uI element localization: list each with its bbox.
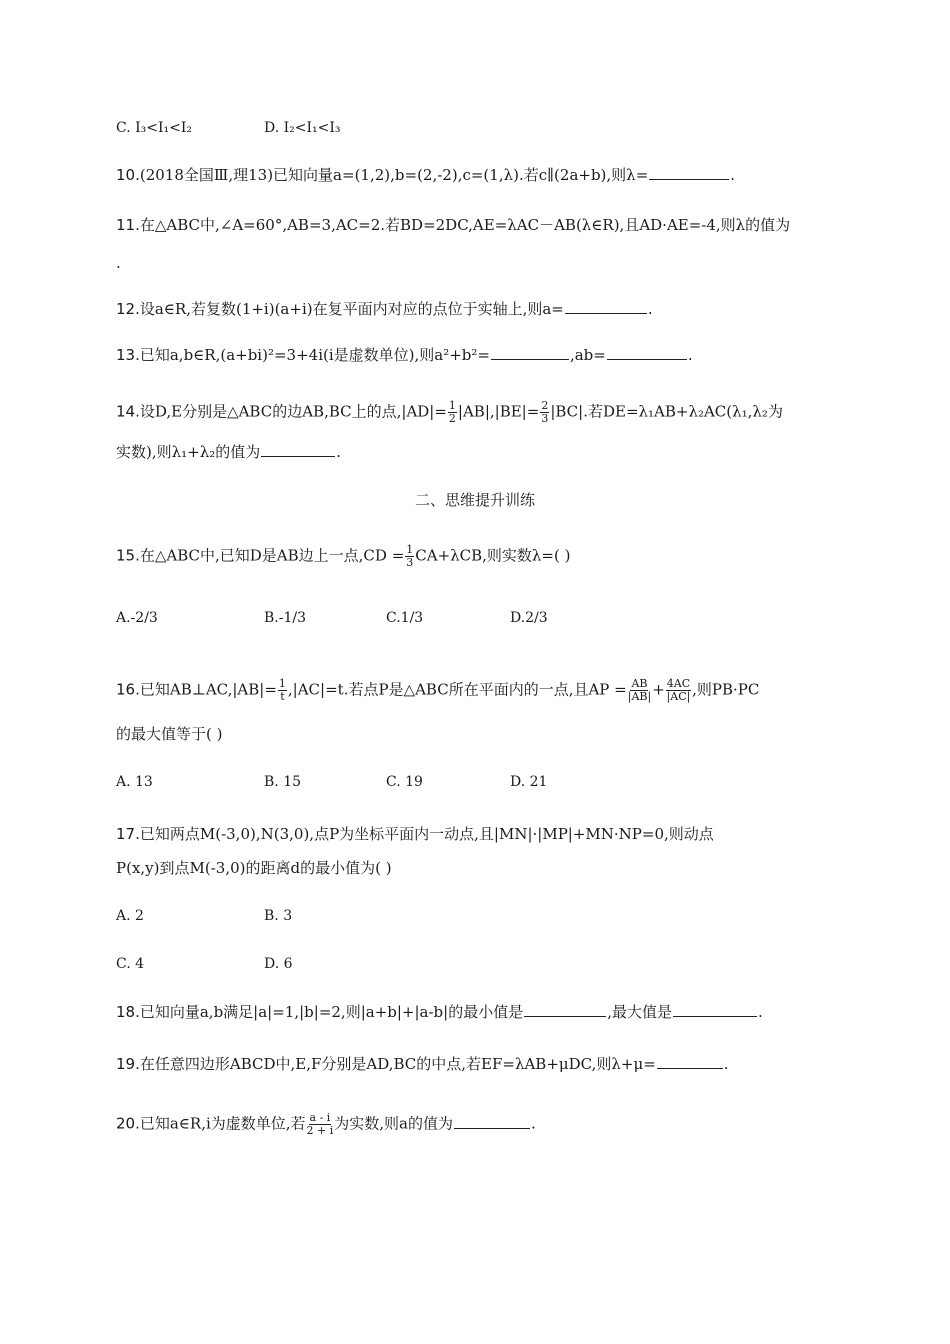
punctuation: . (336, 443, 342, 461)
answer-blank[interactable] (657, 1054, 723, 1069)
question-text: 实数),则λ₁+λ₂的值为 (116, 443, 261, 461)
question-17 (116, 824, 714, 844)
fraction-numerator: 2 (541, 399, 549, 412)
answer-blank-2[interactable] (607, 345, 687, 360)
answer-blank[interactable] (261, 442, 335, 457)
question-15 (116, 544, 570, 569)
option-d: D. 21 (510, 774, 548, 790)
question-text: 在△ABC中,∠A=60°,AB=3,AC=2.若BD=2DC,AE=λAC－AB(λ∈R),且AD·AE=-4,则λ的值为 (139, 216, 791, 234)
question-number: 14. (116, 402, 140, 421)
answer-blank-2[interactable] (673, 1002, 757, 1017)
option-d: D.2/3 (510, 610, 548, 626)
punctuation: . (723, 1055, 729, 1073)
option-b: B.-1/3 (264, 610, 306, 626)
fraction-denominator: 2 (448, 412, 456, 425)
punctuation: . (647, 300, 653, 318)
option-c: C. 4 (116, 956, 145, 972)
question-text: 已知a∈R,i为虚数单位,若 (139, 1114, 306, 1133)
question-number: 11. (116, 216, 140, 234)
punctuation: . (687, 346, 693, 364)
fraction-denominator: t (280, 690, 285, 703)
question-text: 已知AB⊥AC,|AB|= (139, 680, 277, 699)
option-d: D. 6 (264, 956, 293, 972)
question-20 (116, 1112, 536, 1137)
question-text: 已知a,b∈R,(a+bi)²=3+4i(i是虚数单位),则a²+b²= (139, 346, 490, 364)
option-c: C.1/3 (386, 610, 424, 626)
fraction-1-3 (405, 544, 414, 569)
question-text-b: 为实数,则a的值为 (334, 1114, 453, 1133)
fraction-denominator: 2 + i (306, 1124, 334, 1137)
option-b: B. 3 (264, 908, 293, 924)
question-16: 16.已知AB⊥AC,|AB|= $\frac{1}{t}$ ,|AC|=t.若点P是△ABC所在平面内的一点,且AP = $\frac{AB}{|AB|}$ + $\frac{4AC}{|AC|}$ ,则PB·PC (116, 677, 760, 703)
question-11-tail: . (116, 254, 121, 272)
fraction-numerator: 1 (448, 399, 456, 412)
fraction-denominator: |AC| (666, 690, 691, 703)
question-text-c: |BC|.若DE=λ₁AB+λ₂AC(λ₁,λ₂为 (550, 402, 783, 421)
question-text: 设D,E分别是△ABC的边AB,BC上的点,|AD|= (139, 402, 447, 421)
question-17-line2: P(x,y)到点M(-3,0)的距离d的最小值为( ) (116, 859, 392, 877)
question-number: 13. (116, 346, 140, 364)
fraction-2-3 (540, 400, 549, 425)
question-text-mid: ,最大值是 (607, 1003, 672, 1021)
section-title: 二、思维提升训练 (414, 491, 535, 509)
question-text-b: |AB|,|BE|= (457, 402, 540, 421)
question-number: 19. (116, 1055, 140, 1073)
question-text: 已知向量a,b满足|a|=1,|b|=2,则|a+b|+|a-b|的最小值是 (139, 1003, 524, 1021)
question-text-c: ,则PB·PC (692, 680, 760, 699)
fraction-numerator: 4AC (666, 677, 691, 690)
question-text-mid: ,ab= (569, 346, 606, 364)
fraction-numerator: a - i (309, 1111, 331, 1124)
fraction-denominator: |AB| (627, 690, 652, 703)
question-text-b: CA+λCB,则实数λ=( ) (415, 546, 571, 565)
question-19 (116, 1054, 729, 1074)
question-12 (116, 299, 653, 319)
question-number: 12. (116, 300, 140, 318)
fraction-denominator: 3 (541, 412, 549, 425)
option-b: B. 15 (264, 774, 302, 790)
question-text: 已知两点M(-3,0),N(3,0),点P为坐标平面内一动点,且|MN|·|MP|+MN·NP=0,则动点 (139, 825, 714, 843)
question-14-line2 (116, 442, 341, 462)
punctuation: . (757, 1003, 763, 1021)
question-number: 16. (116, 680, 140, 699)
answer-blank[interactable] (565, 299, 647, 314)
question-text: (2018全国Ⅲ,理13)已知向量a=(1,2),b=(2,-2),c=(1,λ).若c∥(2a+b),则λ= (139, 166, 649, 184)
punctuation: . (531, 1114, 536, 1133)
fraction-numerator: AB (631, 677, 648, 690)
fraction-ab (628, 678, 651, 703)
fraction-numerator: 1 (406, 543, 414, 556)
question-13 (116, 345, 693, 365)
option-c: C. 19 (386, 774, 423, 790)
option-a: A. 2 (116, 908, 144, 924)
question-number: 17. (116, 825, 140, 843)
question-text: 设a∈R,若复数(1+i)(a+i)在复平面内对应的点位于实轴上,则a= (139, 300, 564, 318)
option-d: D. I₂<I₁<I₃ (264, 120, 341, 136)
fraction-complex (307, 1112, 334, 1137)
answer-blank[interactable] (649, 165, 729, 180)
fraction-denominator: 3 (406, 556, 414, 569)
answer-blank[interactable] (454, 1114, 530, 1129)
question-10 (116, 165, 735, 185)
option-c: C. I₃<I₁<I₂ (116, 120, 193, 136)
option-a: A. 13 (116, 774, 153, 790)
answer-blank-1[interactable] (524, 1002, 606, 1017)
question-number: 15. (116, 546, 140, 565)
fraction-numerator: 1 (278, 677, 286, 690)
question-text: 在任意四边形ABCD中,E,F分别是AD,BC的中点,若EF=λAB+μDC,则λ+μ= (139, 1055, 656, 1073)
fraction-1-t (278, 678, 287, 703)
question-number: 18. (116, 1003, 140, 1021)
question-18 (116, 1002, 763, 1022)
punctuation: . (730, 166, 736, 184)
fraction-ac (666, 678, 691, 703)
option-a: A.-2/3 (116, 610, 158, 626)
question-text: 在△ABC中,已知D是AB边上一点,CD = (139, 546, 405, 565)
question-11 (116, 215, 790, 235)
answer-blank-1[interactable] (491, 345, 569, 360)
question-16-line2: 的最大值等于( ) (116, 725, 223, 743)
question-number: 20. (116, 1114, 140, 1133)
question-text-b: ,|AC|=t.若点P是△ABC所在平面内的一点,且AP = (287, 680, 627, 699)
question-14 (116, 400, 783, 425)
fraction-1-2 (448, 400, 457, 425)
question-number: 10. (116, 166, 140, 184)
